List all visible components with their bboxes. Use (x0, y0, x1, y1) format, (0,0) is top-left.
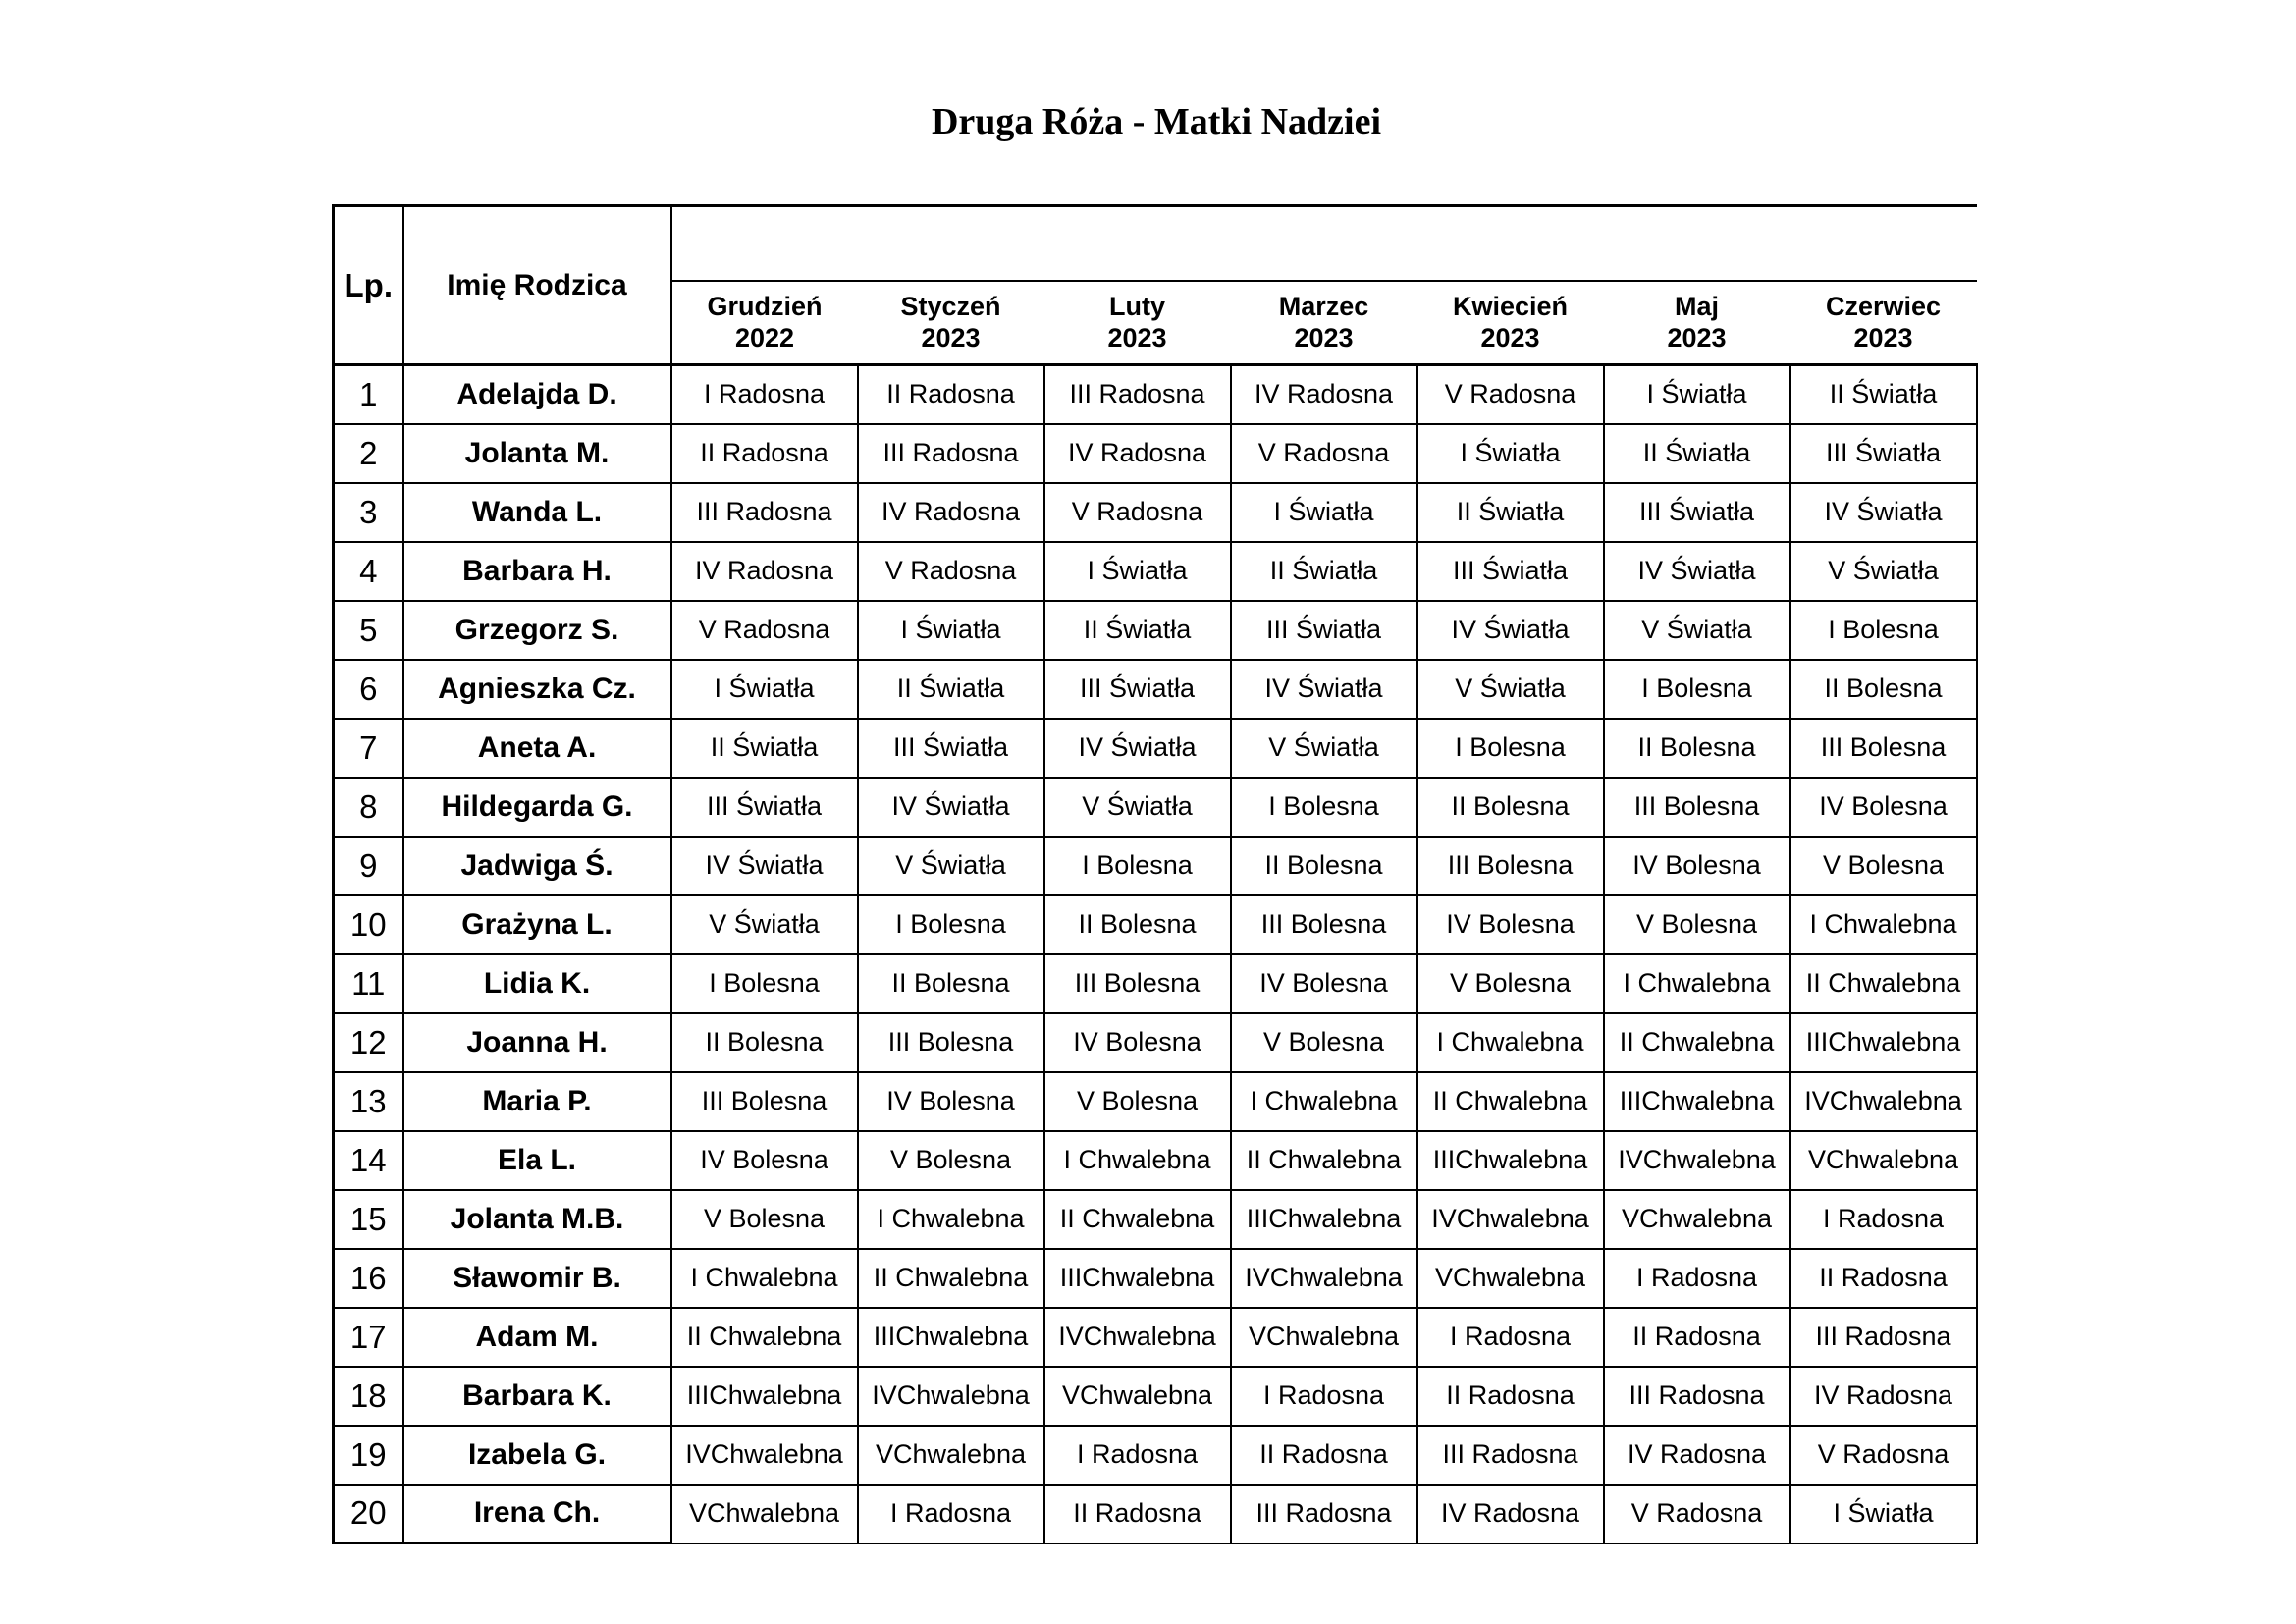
mystery-cell: V Radosna (671, 601, 858, 660)
mystery-cell: II Bolesna (1790, 660, 1977, 719)
header-month (1044, 281, 1231, 365)
mystery-cell: I Światła (1231, 483, 1417, 542)
mystery-cell: II Chwalebna (1604, 1013, 1790, 1072)
header-month (1231, 281, 1417, 365)
header-month-year: 2023 (1667, 323, 1727, 353)
header-month-year: 2023 (1853, 323, 1913, 353)
row-number: 7 (334, 719, 403, 778)
mystery-cell: III Bolesna (858, 1013, 1044, 1072)
table-row (334, 424, 1977, 483)
mystery-cell: II Radosna (1417, 1367, 1604, 1426)
mystery-cell: VChwalebna (1231, 1308, 1417, 1367)
table-row (334, 1308, 1977, 1367)
row-number: 19 (334, 1426, 403, 1485)
table-row (334, 660, 1977, 719)
mystery-cell: I Bolesna (858, 895, 1044, 954)
mystery-cell: III Światła (1044, 660, 1231, 719)
mystery-cell: IVChwalebna (1044, 1308, 1231, 1367)
mystery-cell: IVChwalebna (1231, 1249, 1417, 1308)
header-month (1790, 281, 1977, 365)
mystery-cell: V Światła (1044, 778, 1231, 837)
mystery-cell: I Bolesna (1417, 719, 1604, 778)
mystery-cell: III Światła (1417, 542, 1604, 601)
mystery-cell: IV Radosna (1231, 365, 1417, 424)
mystery-cell: III Światła (1231, 601, 1417, 660)
row-number: 11 (334, 954, 403, 1013)
parent-name: Irena Ch. (403, 1485, 671, 1543)
row-number: 9 (334, 837, 403, 895)
parent-name: Grażyna L. (403, 895, 671, 954)
mystery-cell: II Chwalebna (1417, 1072, 1604, 1131)
table-row (334, 1072, 1977, 1131)
mystery-cell: IV Bolesna (671, 1131, 858, 1190)
row-number: 8 (334, 778, 403, 837)
table-row (334, 601, 1977, 660)
mystery-cell: I Radosna (858, 1485, 1044, 1543)
mystery-cell: III Bolesna (1417, 837, 1604, 895)
mystery-cell: IV Radosna (671, 542, 858, 601)
mystery-cell: III Bolesna (671, 1072, 858, 1131)
mystery-cell: IV Bolesna (1044, 1013, 1231, 1072)
mystery-cell: V Radosna (1231, 424, 1417, 483)
mystery-cell: I Radosna (671, 365, 858, 424)
mystery-cell: III Radosna (858, 424, 1044, 483)
header-lp: Lp. (334, 206, 403, 365)
mystery-cell: V Bolesna (1417, 954, 1604, 1013)
mystery-cell: II Radosna (1604, 1308, 1790, 1367)
mystery-cell: I Chwalebna (1417, 1013, 1604, 1072)
mystery-cell: V Radosna (1044, 483, 1231, 542)
parent-name: Ela L. (403, 1131, 671, 1190)
mystery-cell: III Bolesna (1044, 954, 1231, 1013)
table-header (334, 206, 1977, 365)
mystery-cell: I Bolesna (1231, 778, 1417, 837)
parent-name: Adam M. (403, 1308, 671, 1367)
header-month-year: 2023 (1294, 323, 1354, 353)
mystery-cell: I Radosna (1044, 1426, 1231, 1485)
mystery-cell: III Światła (1604, 483, 1790, 542)
mystery-cell: IIIChwalebna (1790, 1013, 1977, 1072)
mystery-cell: IV Światła (1231, 660, 1417, 719)
mystery-cell: VChwalebna (858, 1426, 1044, 1485)
row-number: 16 (334, 1249, 403, 1308)
table-row (334, 954, 1977, 1013)
mystery-cell: IV Światła (858, 778, 1044, 837)
table-body (334, 365, 1977, 1543)
table-row (334, 895, 1977, 954)
mystery-cell: IV Bolesna (1231, 954, 1417, 1013)
header-month-year: 2022 (734, 323, 795, 353)
mystery-cell: IIIChwalebna (671, 1367, 858, 1426)
mystery-cell: VChwalebna (1044, 1367, 1231, 1426)
mystery-cell: IVChwalebna (858, 1367, 1044, 1426)
mystery-cell: II Radosna (1044, 1485, 1231, 1543)
mystery-cell: II Chwalebna (671, 1308, 858, 1367)
header-name: Imię Rodzica (403, 206, 671, 365)
mystery-cell: III Radosna (1790, 1308, 1977, 1367)
mystery-cell: III Bolesna (1790, 719, 1977, 778)
table-row (334, 1249, 1977, 1308)
parent-name: Jolanta M.B. (403, 1190, 671, 1249)
table-row (334, 365, 1977, 424)
header-month (1604, 281, 1790, 365)
parent-name: Jolanta M. (403, 424, 671, 483)
table-row (334, 1013, 1977, 1072)
mystery-cell: V Radosna (1790, 1426, 1977, 1485)
mystery-cell: VChwalebna (1604, 1190, 1790, 1249)
mystery-cell: V Światła (858, 837, 1044, 895)
mystery-cell: II Światła (1044, 601, 1231, 660)
mystery-cell: IVChwalebna (1790, 1072, 1977, 1131)
mystery-cell: II Radosna (1231, 1426, 1417, 1485)
mystery-cell: III Radosna (1417, 1426, 1604, 1485)
parent-name: Barbara H. (403, 542, 671, 601)
mystery-cell: III Światła (671, 778, 858, 837)
row-number: 17 (334, 1308, 403, 1367)
mystery-cell: III Radosna (1604, 1367, 1790, 1426)
mystery-cell: IV Bolesna (1604, 837, 1790, 895)
row-number: 3 (334, 483, 403, 542)
mystery-cell: V Bolesna (1044, 1072, 1231, 1131)
header-month-name: Styczeń (900, 292, 1001, 322)
mystery-cell: I Światła (671, 660, 858, 719)
mystery-cell: IVChwalebna (671, 1426, 858, 1485)
mystery-cell: III Radosna (1044, 365, 1231, 424)
mystery-cell: IV Bolesna (1790, 778, 1977, 837)
row-number: 6 (334, 660, 403, 719)
mystery-cell: V Światła (1231, 719, 1417, 778)
header-month-name: Luty (1109, 292, 1165, 322)
mystery-cell: III Radosna (1231, 1485, 1417, 1543)
row-number: 2 (334, 424, 403, 483)
table-row (334, 1190, 1977, 1249)
mystery-cell: IV Radosna (858, 483, 1044, 542)
mystery-cell: II Bolesna (671, 1013, 858, 1072)
mystery-cell: IV Radosna (1044, 424, 1231, 483)
parent-name: Wanda L. (403, 483, 671, 542)
mystery-cell: II Bolesna (858, 954, 1044, 1013)
parent-name: Joanna H. (403, 1013, 671, 1072)
mystery-cell: V Światła (1604, 601, 1790, 660)
mystery-cell: V Światła (1417, 660, 1604, 719)
mystery-cell: II Światła (671, 719, 858, 778)
table-row (334, 542, 1977, 601)
row-number: 14 (334, 1131, 403, 1190)
mystery-cell: I Chwalebna (1231, 1072, 1417, 1131)
header-month (671, 281, 858, 365)
row-number: 20 (334, 1485, 403, 1543)
mystery-cell: IV Radosna (1417, 1485, 1604, 1543)
parent-name: Sławomir B. (403, 1249, 671, 1308)
parent-name: Barbara K. (403, 1367, 671, 1426)
mystery-cell: V Bolesna (671, 1190, 858, 1249)
header-month-year: 2023 (921, 323, 981, 353)
mystery-cell: V Bolesna (1604, 895, 1790, 954)
mystery-cell: I Chwalebna (1604, 954, 1790, 1013)
mystery-cell: IVChwalebna (1604, 1131, 1790, 1190)
row-number: 10 (334, 895, 403, 954)
mystery-cell: IV Światła (671, 837, 858, 895)
mystery-cell: II Chwalebna (1231, 1131, 1417, 1190)
mystery-cell: V Bolesna (1231, 1013, 1417, 1072)
mystery-cell: II Światła (1231, 542, 1417, 601)
mystery-cell: IVChwalebna (1417, 1190, 1604, 1249)
mystery-cell: VChwalebna (1790, 1131, 1977, 1190)
parent-name: Jadwiga Ś. (403, 837, 671, 895)
mystery-cell: II Bolesna (1231, 837, 1417, 895)
mystery-cell: I Światła (1417, 424, 1604, 483)
header-month (858, 281, 1044, 365)
mystery-cell: II Bolesna (1044, 895, 1231, 954)
mystery-cell: IV Bolesna (858, 1072, 1044, 1131)
header-month-year: 2023 (1107, 323, 1167, 353)
header-month-year: 2023 (1480, 323, 1540, 353)
mystery-cell: IIIChwalebna (1231, 1190, 1417, 1249)
mystery-cell: II Światła (858, 660, 1044, 719)
mystery-cell: II Radosna (1790, 1249, 1977, 1308)
mystery-cell: V Radosna (858, 542, 1044, 601)
mystery-cell: III Światła (1790, 424, 1977, 483)
page-title: Druga Róża - Matki Nadziei (931, 101, 1382, 142)
mystery-cell: IIIChwalebna (1417, 1131, 1604, 1190)
mystery-cell: II Chwalebna (858, 1249, 1044, 1308)
mystery-cell: V Bolesna (858, 1131, 1044, 1190)
mystery-cell: IV Bolesna (1417, 895, 1604, 954)
mystery-cell: IV Światła (1044, 719, 1231, 778)
mystery-cell: I Bolesna (1044, 837, 1231, 895)
mystery-cell: V Radosna (1604, 1485, 1790, 1543)
row-number: 12 (334, 1013, 403, 1072)
mystery-cell: IIIChwalebna (858, 1308, 1044, 1367)
parent-name: Izabela G. (403, 1426, 671, 1485)
mystery-cell: IV Radosna (1604, 1426, 1790, 1485)
table-row (334, 1131, 1977, 1190)
mystery-cell: V Światła (671, 895, 858, 954)
mystery-cell: I Bolesna (1790, 601, 1977, 660)
mystery-cell: V Radosna (1417, 365, 1604, 424)
mystery-cell: I Chwalebna (858, 1190, 1044, 1249)
mystery-cell: I Radosna (1417, 1308, 1604, 1367)
mystery-cell: VChwalebna (671, 1485, 858, 1543)
mystery-cell: II Światła (1417, 483, 1604, 542)
row-number: 18 (334, 1367, 403, 1426)
mystery-cell: I Światła (858, 601, 1044, 660)
mystery-cell: III Bolesna (1604, 778, 1790, 837)
mystery-cell: II Radosna (858, 365, 1044, 424)
header-month-name: Maj (1674, 292, 1719, 322)
mystery-cell: II Światła (1604, 424, 1790, 483)
table-row (334, 719, 1977, 778)
parent-name: Grzegorz S. (403, 601, 671, 660)
mystery-cell: I Chwalebna (1790, 895, 1977, 954)
table-row (334, 778, 1977, 837)
mystery-cell: IV Światła (1417, 601, 1604, 660)
mystery-cell: I Bolesna (1604, 660, 1790, 719)
mystery-cell: II Chwalebna (1044, 1190, 1231, 1249)
mystery-cell: II Chwalebna (1790, 954, 1977, 1013)
row-number: 1 (334, 365, 403, 424)
mystery-cell: I Światła (1044, 542, 1231, 601)
table-row (334, 1367, 1977, 1426)
header-month-name: Kwiecień (1452, 292, 1569, 322)
mystery-cell: II Bolesna (1604, 719, 1790, 778)
mystery-cell: III Światła (858, 719, 1044, 778)
table-row (334, 1485, 1977, 1543)
parent-name: Lidia K. (403, 954, 671, 1013)
header-blank-band (671, 206, 1977, 281)
mystery-cell: III Radosna (671, 483, 858, 542)
mystery-cell: I Chwalebna (1044, 1131, 1231, 1190)
mystery-cell: IV Światła (1790, 483, 1977, 542)
mystery-cell: IIIChwalebna (1604, 1072, 1790, 1131)
row-number: 15 (334, 1190, 403, 1249)
mystery-cell: I Radosna (1231, 1367, 1417, 1426)
table-row (334, 483, 1977, 542)
mystery-cell: I Chwalebna (671, 1249, 858, 1308)
mystery-cell: IV Światła (1604, 542, 1790, 601)
mystery-cell: IIIChwalebna (1044, 1249, 1231, 1308)
mystery-cell: III Bolesna (1231, 895, 1417, 954)
header-month (1417, 281, 1604, 365)
mystery-cell: I Światła (1790, 1485, 1977, 1543)
header-row-top (334, 206, 1977, 281)
mystery-cell: II Bolesna (1417, 778, 1604, 837)
mystery-cell: I Radosna (1790, 1190, 1977, 1249)
row-number: 5 (334, 601, 403, 660)
table-row (334, 1426, 1977, 1485)
mystery-cell: V Bolesna (1790, 837, 1977, 895)
parent-name: Hildegarda G. (403, 778, 671, 837)
mystery-cell: I Bolesna (671, 954, 858, 1013)
header-month-name: Marzec (1278, 292, 1369, 322)
header-month-name: Czerwiec (1825, 292, 1942, 322)
rosary-schedule-table (332, 204, 1978, 1544)
row-number: 4 (334, 542, 403, 601)
parent-name: Adelajda D. (403, 365, 671, 424)
mystery-cell: II Światła (1790, 365, 1977, 424)
parent-name: Agnieszka Cz. (403, 660, 671, 719)
parent-name: Maria P. (403, 1072, 671, 1131)
mystery-cell: VChwalebna (1417, 1249, 1604, 1308)
parent-name: Aneta A. (403, 719, 671, 778)
mystery-cell: II Radosna (671, 424, 858, 483)
mystery-cell: I Światła (1604, 365, 1790, 424)
row-number: 13 (334, 1072, 403, 1131)
mystery-cell: V Światła (1790, 542, 1977, 601)
header-month-name: Grudzień (707, 292, 823, 322)
table-row (334, 837, 1977, 895)
mystery-cell: I Radosna (1604, 1249, 1790, 1308)
mystery-cell: IV Radosna (1790, 1367, 1977, 1426)
